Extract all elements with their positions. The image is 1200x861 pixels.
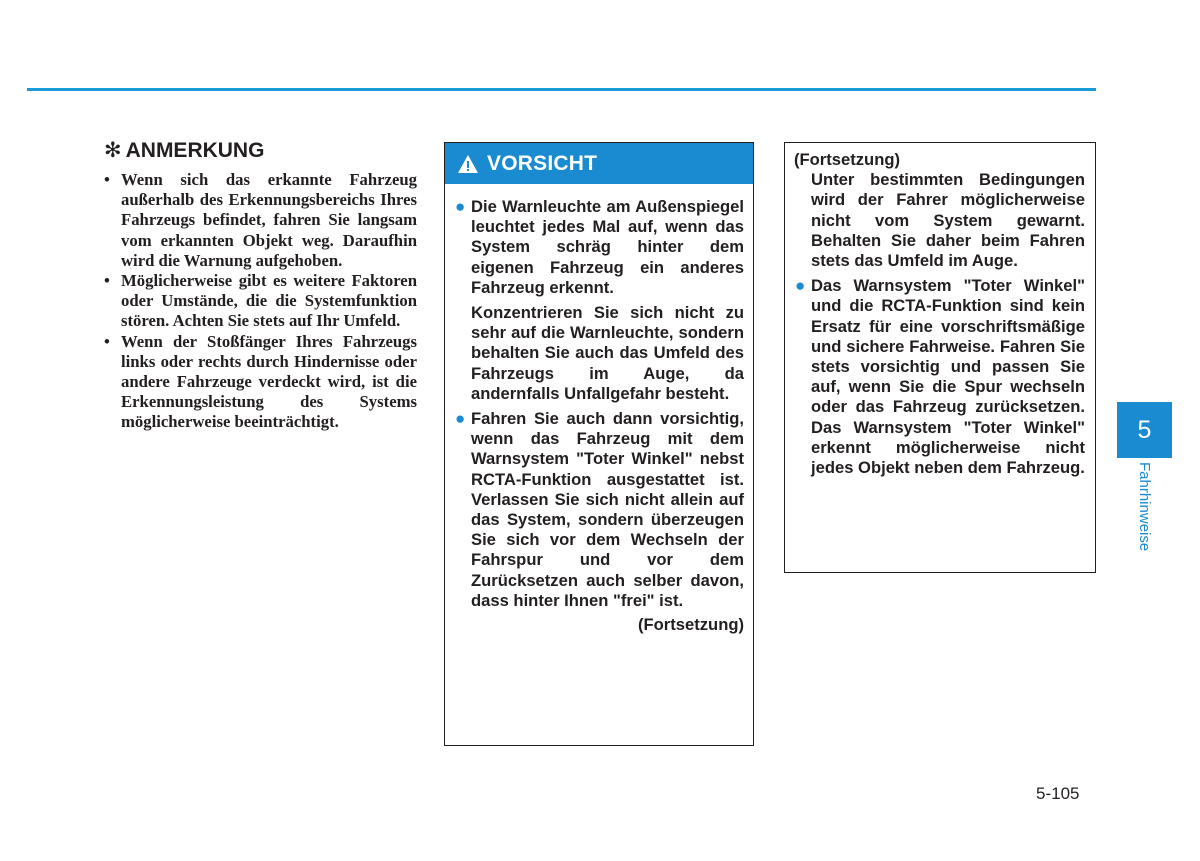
bullet-icon: ● (455, 197, 466, 216)
note-heading (104, 138, 417, 164)
page-number: 5-105 (1036, 784, 1080, 803)
continuation-intro (794, 170, 1085, 271)
continuation-box (784, 142, 1096, 573)
continuation-paragraph: Das Warnsystem "Toter Winkel" und die RCTA-Funktion sind kein Ersatz für eine vorschriftsmäßige und sichere Fahrweise. Fahren Sie stets vorsichtig und passen Sie auf, wenn Sie die Spur wechseln oder das Fahrzeug zurücksetzen. Das Warnsystem "Toter Winkel" erkennt möglicherweise nicht jedes Objekt neben dem Fahrzeug. (811, 276, 1085, 478)
caution-paragraph: Fahren Sie auch dann vorsichtig, wenn das Fahrzeug mit dem Warnsystem "Toter Winkel" nebst RCTA-Funktion ausgestattet ist. Verlassen Sie sich nicht allein auf das System, sondern überzeugen Sie sich vor dem Wechseln der Fahrspur und vor dem Zurücksetzen auch selber davon, dass hinter Ihnen "frei" ist. (471, 409, 744, 610)
continuation-paragraph: Unter bestimmten Bedingungen wird der Fahrer möglicherweise nicht vom System gewarnt. Behalten Sie daher beim Fahren stets das Umfeld im Auge. (811, 170, 1085, 271)
caution-paragraph: Konzentrieren Sie sich nicht zu sehr auf die Warnleuchte, sondern behalten Sie auch das Umfeld des Fahrzeugs im Auge, da andernfalls Unfallgefahr besteht. (471, 303, 744, 403)
note-mark-icon: ✻ (104, 139, 122, 162)
caution-paragraph: Die Warnleuchte am Außenspiegel leuchtet jedes Mal auf, wenn das System schräg hinter dem eigenen Fahrzeug ein anderes Fahrzeug erkennt. (471, 197, 744, 297)
warning-triangle-icon (457, 154, 479, 174)
caution-box (444, 142, 754, 746)
note-section (104, 138, 417, 433)
continued-label: (Fortsetzung) (638, 615, 744, 635)
bullet-icon: ● (795, 276, 806, 296)
caution-body (445, 184, 753, 635)
note-heading-text: ANMERKUNG (125, 139, 265, 162)
note-item: • Wenn sich das erkannte Fahrzeug außerhalb des Erkennungsbereichs Ihres Fahrzeugs befindet, fahren Sie langsam vom erkannten Objekt weg. Daraufhin wird die Warnung aufgehoben. (104, 170, 417, 271)
note-list (104, 170, 417, 433)
continuation-item (794, 276, 1085, 478)
chapter-label: Fahrhinweise (1136, 462, 1153, 552)
continuation-label: (Fortsetzung) (794, 150, 900, 169)
caution-item (454, 197, 744, 404)
caution-title: VORSICHT (487, 151, 598, 175)
note-item: • Möglicherweise gibt es weitere Faktoren oder Umstände, die die Systemfunktion stören. Achten Sie stets auf Ihr Umfeld. (104, 271, 417, 332)
bullet-icon: ● (455, 409, 466, 429)
note-item: • Wenn der Stoßfänger Ihres Fahrzeugs links oder rechts durch Hindernisse oder andere Fahrzeuge verdeckt wird, ist die Erkennungsleistung des Systems möglicherweise beeinträchtigt. (104, 332, 417, 433)
caution-item (454, 409, 744, 611)
caution-header (445, 143, 753, 184)
header-rule (27, 88, 1096, 91)
chapter-tab: 5 (1117, 402, 1172, 458)
